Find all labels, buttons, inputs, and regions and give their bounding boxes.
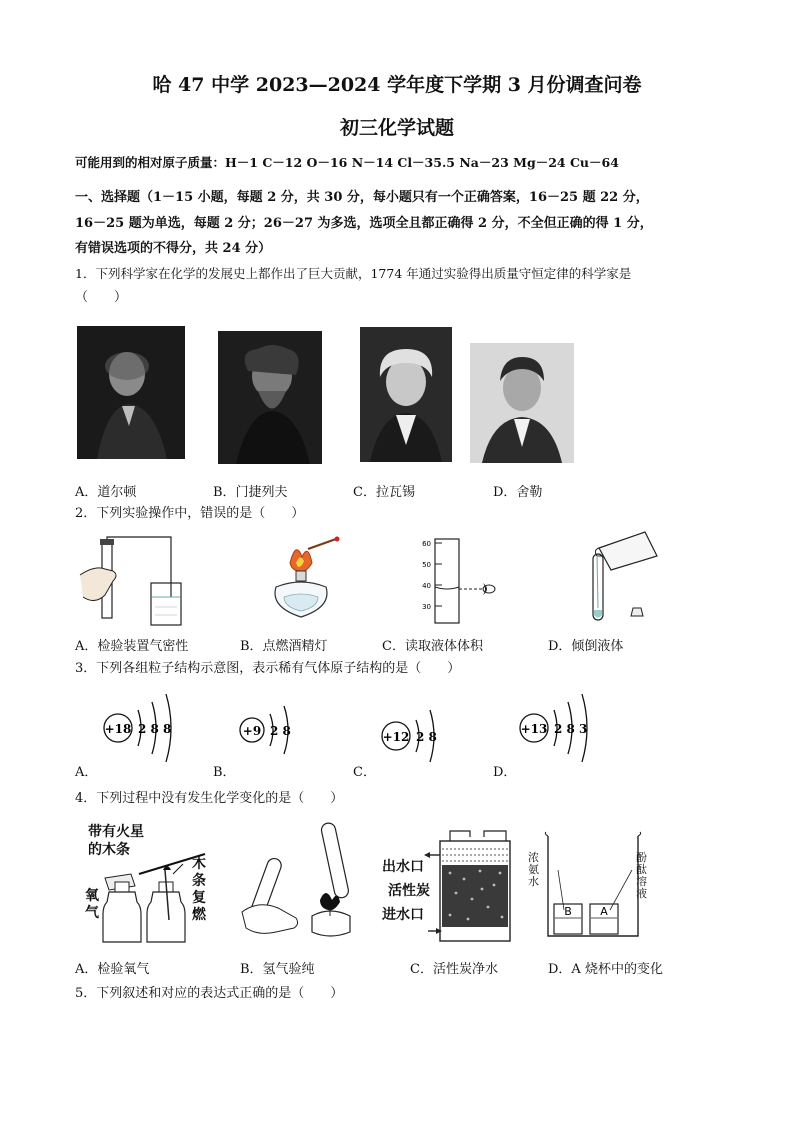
relight-label-4: 燃 (192, 907, 206, 923)
shells-d: 2 8 3 (554, 722, 588, 736)
tick-60: 60 (422, 540, 431, 548)
shells-c: 2 8 (416, 730, 437, 744)
phenol-label-4: 液 (636, 887, 647, 900)
section-instruction-line1: 一、选择题（1－15 小题，每题 2 分，共 30 分，每小题只有一个正确答案，16－25 题 22 分， (75, 190, 649, 205)
phenol-label-3: 溶 (636, 875, 647, 888)
q1-blank: （ ） (75, 290, 128, 305)
atom-diagram-d (518, 690, 613, 770)
tick-50: 50 (422, 561, 431, 569)
beaker-b-label: B (564, 905, 572, 918)
q1-option-b: B．门捷列夫 (213, 485, 288, 500)
atomic-masses: 可能用到的相对原子质量：H－1 C－12 O－16 N－14 Cl－35.5 Na－23 Mg－24 Cu－64 (75, 155, 619, 170)
q4-stem: 4．下列过程中没有发生化学变化的是（ ） (75, 791, 344, 806)
q5-stem: 5．下列叙述和对应的表达式正确的是（ ） (75, 986, 344, 1001)
nucleus-d: +13 (520, 722, 548, 736)
phenol-label-2: 酞 (636, 863, 647, 876)
nucleus-c: +12 (382, 730, 410, 744)
relight-label-3: 复 (192, 890, 206, 906)
q3-label-b: B． (213, 765, 236, 780)
q2-option-b: B．点燃酒精灯 (240, 639, 328, 654)
q2-option-c: C．读取液体体积 (382, 639, 483, 654)
q3-stem: 3．下列各组粒子结构示意图，表示稀有气体原子结构的是（ ） (75, 661, 461, 676)
portrait-mendeleev (218, 331, 322, 464)
splint-label-line1: 带有火星 (88, 824, 144, 840)
portrait-scheele (470, 343, 574, 463)
oxygen-label-2: 气 (85, 905, 99, 921)
exam-subtitle: 初三化学试题 (339, 117, 454, 139)
relight-label-2: 条 (192, 873, 206, 889)
q1-stem: 1．下列科学家在化学的发展史上都作出了巨大贡献，1774 年通过实验得出质量守恒定律的科学家是 (75, 266, 632, 281)
oxygen-label-1: 氧 (85, 888, 99, 904)
atom-diagram-b (238, 700, 318, 770)
ammonia-label-3: 水 (528, 875, 539, 888)
phenol-label-1: 酚 (636, 851, 647, 864)
carbon-label: 活性炭 (388, 883, 430, 899)
exam-title: 哈 47 中学 2023—2024 学年度下学期 3 月份调查问卷 (152, 74, 642, 96)
atom-diagram-a (100, 690, 195, 770)
beaker-a-label: A (600, 905, 608, 918)
section-instruction-line2: 16－25 题为单选，每题 2 分；26－27 为多选，选项全且都正确得 2 分，不全但正确的得 1 分， (75, 216, 653, 231)
section-instruction-line3: 有错误选项的不得分，共 24 分） (75, 241, 272, 256)
figure-airtightness-check (75, 535, 185, 630)
relight-label-1: 木 (192, 856, 206, 872)
inlet-label: 进水口 (382, 907, 424, 923)
q4-option-c: C．活性炭净水 (410, 962, 498, 977)
figure-light-alcohol-lamp (262, 535, 342, 625)
q2-option-d: D．倾倒液体 (548, 639, 624, 654)
q3-label-a: A． (75, 765, 98, 780)
figure-pour-liquid (585, 530, 665, 630)
q2-option-a: A．检验装置气密性 (75, 639, 189, 654)
q1-option-a: A．道尔顿 (75, 485, 137, 500)
portrait-lavoisier (360, 327, 452, 462)
q2-stem: 2．下列实验操作中，错误的是（ ） (75, 506, 305, 521)
shells-b: 2 8 (270, 724, 291, 738)
ammonia-label-1: 浓 (528, 851, 539, 864)
shells-a: 2 8 8 (138, 722, 172, 736)
figure-activated-carbon-filter (420, 827, 525, 945)
q3-label-d: D． (493, 765, 517, 780)
portrait-dalton (77, 326, 185, 459)
splint-label-line2: 的木条 (88, 842, 130, 858)
q4-option-a: A．检验氧气 (75, 962, 150, 977)
q4-option-b: B．氢气验纯 (240, 962, 315, 977)
atom-diagram-c (380, 700, 460, 770)
q1-option-d: D．舍勒 (493, 485, 543, 500)
q3-label-c: C． (353, 765, 376, 780)
tick-30: 30 (422, 603, 431, 611)
q4-option-d: D．A 烧杯中的变化 (548, 962, 663, 977)
tick-40: 40 (422, 582, 431, 590)
nucleus-a: +18 (104, 722, 132, 736)
figure-read-cylinder (415, 537, 515, 627)
figure-hydrogen-purity (238, 820, 363, 945)
nucleus-b: +9 (242, 724, 262, 738)
outlet-label: 出水口 (382, 859, 424, 875)
q1-option-c: C．拉瓦锡 (353, 485, 415, 500)
ammonia-label-2: 氨 (528, 863, 539, 876)
